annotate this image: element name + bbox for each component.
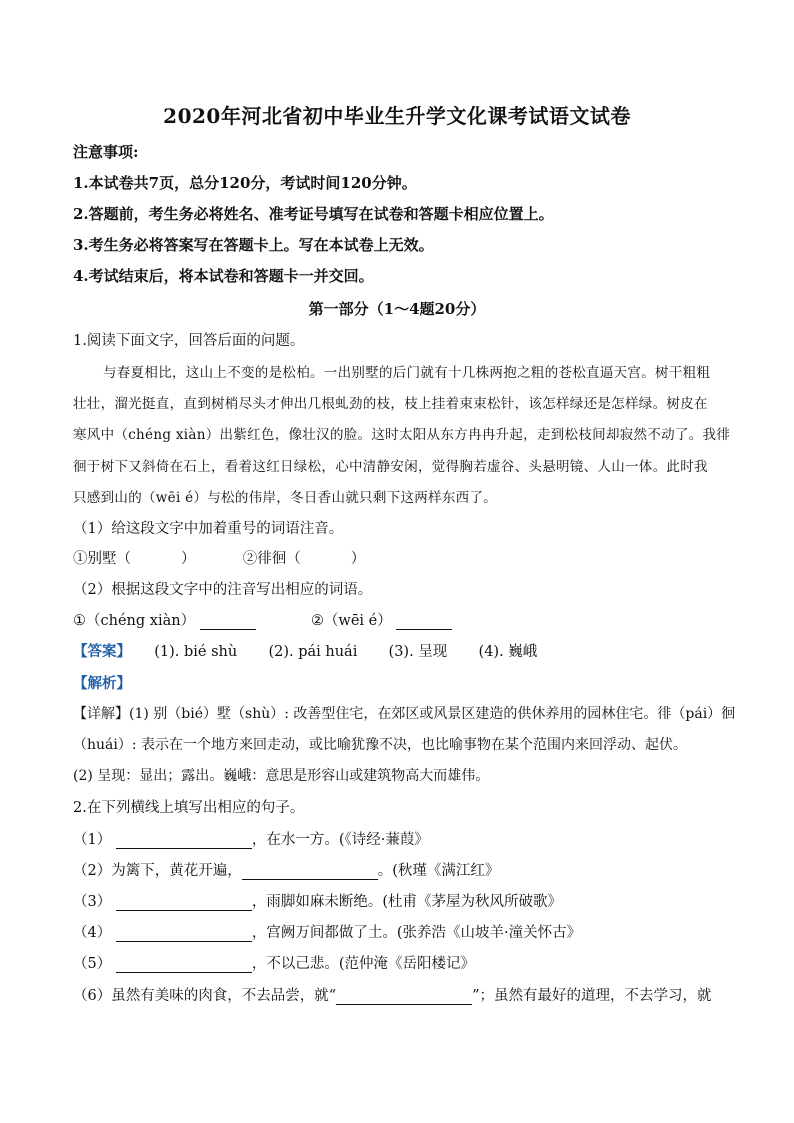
option-a-close: ）	[181, 551, 196, 567]
answer-blank[interactable]	[336, 990, 472, 1005]
answer-blank[interactable]	[116, 896, 252, 911]
answer-item: (1). bié shù	[154, 644, 238, 660]
notice-item: 2.答题前，考生务必将姓名、准考证号填写在试卷和答题卡相应位置上。	[73, 205, 554, 223]
q1-sub2: （2）根据这段文字中的注音写出相应的词语。	[73, 582, 373, 598]
answer-blank[interactable]	[200, 615, 256, 630]
passage-line: 壮壮，溜光挺直，直到树梢尽头才伸出几根虬劲的枝，枝上挂着束束松针，该怎样绿还是怎样绿。树皮在	[73, 396, 708, 412]
answer-item: (4). 巍峨	[478, 644, 538, 660]
notice-item: 1.本试卷共7页，总分120分，考试时间120分钟。	[73, 174, 417, 192]
answer-blank[interactable]	[116, 927, 252, 942]
q1-sub2-options	[73, 609, 452, 630]
passage-line: 徊于树下又斜倚在石上，看着这红日绿松，心中清静安闲，觉得胸若虚谷、头悬明镜、人山一体。此时我	[73, 459, 708, 475]
answer-blank[interactable]	[396, 615, 452, 630]
item-text: 。(秋瑾《满江红》	[377, 863, 500, 879]
detail-line: （huái）: 表示在一个地方来回走动，或比喻犹豫不决，也比喻事物在某个范围内来回浮动、起伏。	[73, 737, 688, 753]
analysis-tag: 【解析】	[73, 675, 131, 692]
answer-blank[interactable]	[116, 958, 252, 973]
answer-row	[73, 640, 537, 661]
item-text: ”；虽然有最好的道理，不去学习，就	[472, 988, 712, 1004]
answer-blank[interactable]	[116, 834, 252, 849]
item-text: （6）虽然有美味的肉食，不去品尝，就“	[73, 988, 337, 1004]
item-text: ，雨脚如麻未断绝。(杜甫《茅屋为秋风所破歌》	[251, 894, 562, 910]
answer-item: (2). pái huái	[268, 644, 358, 660]
answer-tag: 【答案】	[73, 643, 131, 660]
option-b-close: ）	[350, 551, 366, 567]
q2-prompt: 2.在下列横线上填写出相应的句子。	[73, 800, 305, 816]
item-text: ，宫阙万间都做了土。(张养浩《山坡羊·潼关怀古》	[251, 925, 582, 941]
item-number: （5）	[73, 956, 112, 972]
pinyin-a: ①（chéng xiàn）	[73, 613, 196, 629]
q1-sub1: （1）给这段文字中加着重号的词语注音。	[73, 521, 344, 537]
item-text: ，不以己悲。(范仲淹《岳阳楼记》	[251, 956, 475, 972]
passage-line: 与春夏相比，这山上不变的是松柏。一出别墅的后门就有十几株两抱之粗的苍松直逼天宫。树干粗粗	[103, 365, 711, 381]
item-text: （2）为篱下，黄花开遍，	[73, 863, 242, 879]
pinyin-b: ②（wēi é）	[310, 613, 392, 629]
q2-item	[73, 828, 429, 849]
q1-prompt: 1.阅读下面文字，回答后面的问题。	[73, 333, 305, 349]
q2-item	[73, 952, 475, 973]
answer-blank[interactable]	[242, 865, 378, 880]
item-text: ，在水一方。(《诗经·蒹葭》	[251, 832, 429, 848]
answer-item: (3). 呈现	[388, 644, 448, 660]
notice-item: 4.考试结束后，将本试卷和答题卡一并交回。	[73, 267, 374, 285]
item-number: （3）	[73, 894, 112, 910]
passage-line: 寒风中（chéng xiàn）出紫红色，像壮汉的脸。这时太阳从东方冉冉升起，走到松枝间却寂然不动了。我徘	[73, 427, 731, 443]
q2-item	[73, 890, 562, 911]
option-a-label: ①别墅（	[73, 551, 131, 567]
item-number: （4）	[73, 925, 112, 941]
item-number: （1）	[73, 832, 112, 848]
notice-heading: 注意事项:	[73, 143, 139, 161]
notice-item: 3.考生务必将答案写在答题卡上。写在本试卷上无效。	[73, 236, 434, 254]
page-title: 2020年河北省初中毕业生升学文化课考试语文试卷	[163, 104, 631, 128]
section-title: 第一部分（1～4题20分）	[308, 300, 486, 318]
q2-item	[73, 921, 581, 942]
q2-item	[73, 984, 712, 1005]
detail-line: (2) 呈现：显出；露出。巍峨：意思是形容山或建筑物高大而雄伟。	[73, 768, 490, 784]
option-b-label: ②徘徊（	[242, 551, 301, 567]
detail-line: 【详解】(1) 别（bié）墅（shù）: 改善型住宅，在郊区或风景区建造的供休养用的园林住宅。徘（pái）徊	[73, 706, 736, 722]
passage-line: 只感到山的（wēi é）与松的伟岸，冬日香山就只剩下这两样东西了。	[73, 490, 498, 506]
q1-sub1-options	[73, 547, 365, 568]
q2-item	[73, 859, 499, 880]
